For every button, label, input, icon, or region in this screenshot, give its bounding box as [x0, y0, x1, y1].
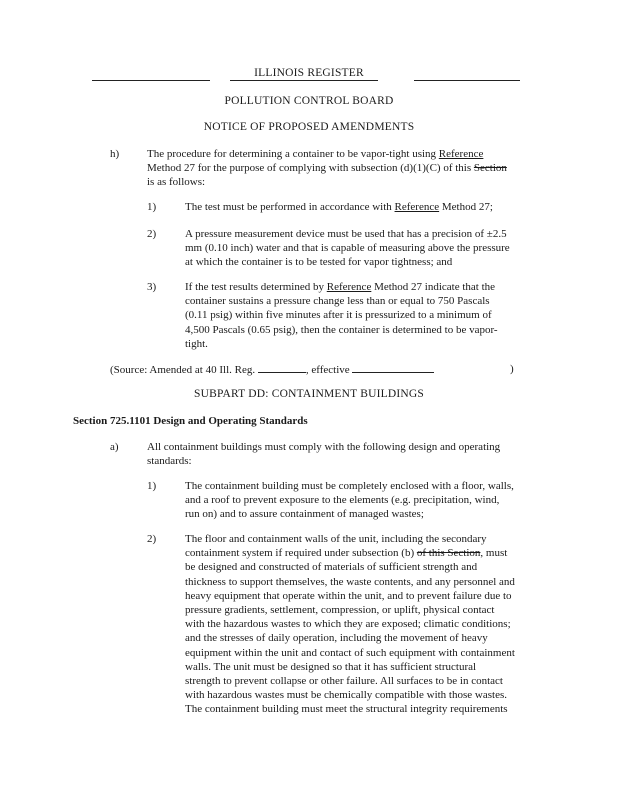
register-title: ILLINOIS REGISTER: [254, 67, 364, 79]
item-h1-text: [185, 200, 545, 214]
text-line: The containment building must be completely enclosed with a floor, walls,: [185, 480, 514, 492]
board-title: POLLUTION CONTROL BOARD: [224, 95, 394, 107]
item-h3-label: 3): [147, 281, 157, 293]
item-a2-label: 2): [147, 533, 157, 545]
reg-blank: [258, 362, 306, 373]
section-a-label: a): [110, 441, 119, 453]
text-line: The floor and containment walls of the unit, including the secondary: [185, 533, 487, 545]
text-line: is as follows:: [147, 176, 206, 189]
text-line: pressure gradients, settlement, compression, or uplift, physical contact: [185, 604, 495, 617]
text-line: (0.11 psig) within five minutes after it is pressurized to a minimum of: [185, 309, 492, 322]
text-line: with hazardous wastes must be chemically compatible with those wastes.: [185, 689, 507, 702]
text-line: run on) and to assure containment of managed wastes;: [185, 508, 424, 521]
text-line: container sustains a pressure change less than or equal to 750 Pascals: [185, 295, 490, 308]
text-line: 4,500 Pascals (0.65 psig), then the container is determined to be vapor-: [185, 323, 498, 336]
section-h-label: h): [110, 148, 120, 160]
section-title: Section 725.1101 Design and Operating Standards: [73, 415, 308, 427]
text-line: at which the container is to be tested for vapor tightness; and: [185, 256, 453, 269]
text-line: The procedure for determining a container to be vapor-tight using Reference: [147, 148, 484, 160]
text-line: standards:: [147, 455, 192, 468]
header-rule-left: [92, 80, 210, 81]
text-line: thickness to support themselves, the waste contents, and any personnel and: [185, 575, 515, 588]
effective-blank: [352, 362, 434, 373]
source-note: (Source: Amended at 40 Ill. Reg. , effective ): [110, 363, 514, 376]
text-line: The test must be performed in accordance with Reference Method 27;: [185, 201, 493, 213]
text-line: be designed and constructed of materials of sufficient strength and: [185, 561, 478, 574]
item-h2-label: 2): [147, 228, 157, 240]
text-line: The containment building must meet the structural integrity requirements: [185, 703, 508, 716]
item-a2-text: [185, 532, 557, 717]
text-line: A pressure measurement device must be used that has a precision of ±2.5: [185, 228, 507, 240]
subpart-title: SUBPART DD: CONTAINMENT BUILDINGS: [193, 388, 424, 400]
text-line: Method 27 for the purpose of complying with subsection (d)(1)(C) of this Section: [147, 162, 507, 175]
text-line: tight.: [185, 337, 208, 350]
item-h2-text: [185, 227, 555, 270]
text-line: walls. The unit must be designed so that it has sufficient structural: [185, 660, 477, 673]
text-line: All containment buildings must comply with the following design and operating: [147, 441, 501, 453]
text-line: with the hazardous wastes to which they are exposed; climatic conditions;: [185, 618, 511, 631]
section-h-text: [147, 147, 547, 190]
text-line: heavy equipment that operate within the unit, and to prevent failure due to: [185, 589, 512, 602]
item-a1-text: [185, 479, 555, 522]
source-close: ): [510, 363, 514, 375]
text-line: strength to prevent collapse or other failure. All surfaces to be in contact: [185, 675, 503, 688]
item-h1-label: 1): [147, 201, 157, 213]
item-h3-text: [185, 280, 555, 351]
header-rule-right: [414, 80, 520, 81]
header-rule-center: [230, 80, 378, 81]
section-a-text: [147, 440, 547, 468]
text-line: and the stresses of daily operation, including the movement of heavy: [185, 632, 488, 645]
text-line: and a roof to prevent exposure to the elements (e.g. precipitation, wind,: [185, 494, 500, 507]
text-line: mm (0.10 inch) water and that is capable of measuring above the pressure: [185, 242, 510, 255]
text-line: If the test results determined by Reference Method 27 indicate that the: [185, 281, 496, 293]
text-line: equipment within the unit and contact of such equipment with containment: [185, 646, 515, 659]
text-line: containment system if required under subsection (b) of this Section, must: [185, 547, 508, 560]
notice-title: NOTICE OF PROPOSED AMENDMENTS: [203, 121, 415, 133]
item-a1-label: 1): [147, 480, 157, 492]
